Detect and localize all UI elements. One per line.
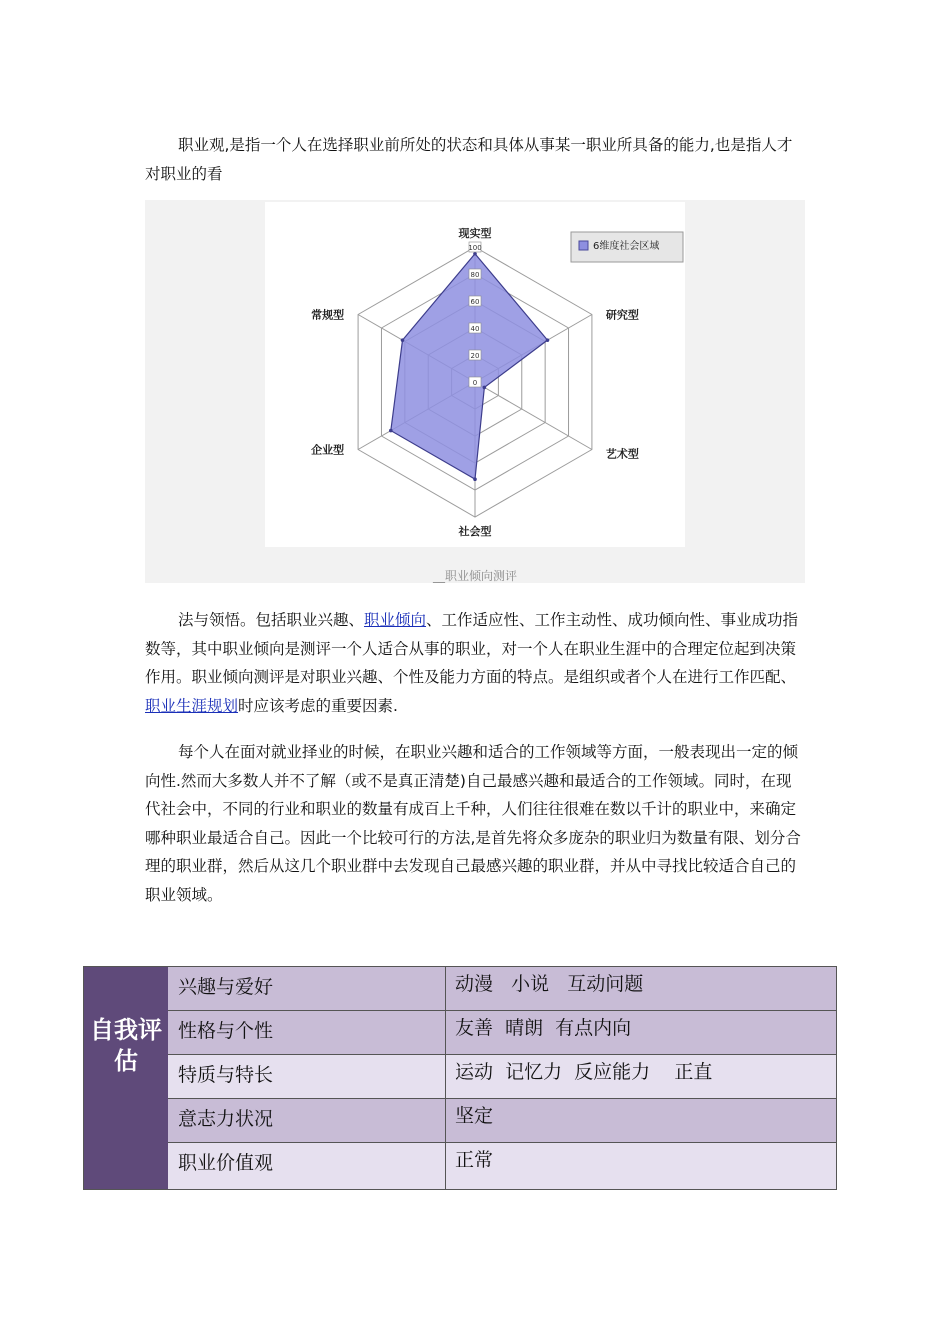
axis-label: 企业型 xyxy=(311,443,345,457)
axis-label: 现实型 xyxy=(458,227,492,240)
axis-label: 研究型 xyxy=(605,308,639,322)
tick-label: 20 xyxy=(470,352,480,360)
data-point xyxy=(473,252,477,256)
axis-label: 社会型 xyxy=(458,525,492,538)
caption-text: 职业倾向测评 xyxy=(444,569,517,583)
chart-legend xyxy=(571,232,683,262)
table-row xyxy=(168,1143,836,1189)
para2-text-3: 时应该考虑的重要因素. xyxy=(238,696,398,715)
tick-label: 100 xyxy=(468,244,482,252)
legend-label: 6维度社会区域 xyxy=(593,241,660,252)
row-label: 职业价值观 xyxy=(168,1143,446,1189)
tick-label: 60 xyxy=(470,298,480,306)
self-evaluation-title: 自我评估 xyxy=(90,1016,162,1075)
radar-chart xyxy=(265,202,685,547)
row-label: 意志力状况 xyxy=(168,1099,446,1142)
data-point xyxy=(483,386,487,390)
data-point xyxy=(401,338,405,342)
axis-label: 艺术型 xyxy=(605,447,639,461)
legend-swatch xyxy=(579,241,588,250)
row-label: 兴趣与爱好 xyxy=(168,967,446,1010)
row-label: 性格与个性 xyxy=(168,1011,446,1054)
data-point xyxy=(546,338,550,342)
table-row xyxy=(168,967,836,1011)
figure xyxy=(145,200,805,583)
tick-label: 40 xyxy=(470,325,480,333)
series-area xyxy=(391,254,548,479)
row-value: 运动 记忆力 反应能力 正直 xyxy=(455,1061,713,1083)
self-evaluation-table xyxy=(83,966,837,1190)
intro-paragraph: 职业观,是指一个人在选择职业前所处的状态和具体从事某一职业所具备的能力,也是指人才对职业的看 xyxy=(145,136,793,183)
self-evaluation-side xyxy=(84,967,168,1189)
row-value: 坚定 xyxy=(455,1105,494,1127)
row-value: 友善 晴朗 有点内向 xyxy=(455,1017,632,1039)
tick-label: 80 xyxy=(470,271,480,279)
tick-label: 0 xyxy=(472,379,478,387)
row-value: 动漫 小说 互动问题 xyxy=(455,973,644,995)
link-career-planning[interactable]: 职业生涯规划 xyxy=(145,696,239,715)
row-label: 特质与特长 xyxy=(168,1055,446,1098)
paragraph-employment: 每个人在面对就业择业的时候，在职业兴趣和适合的工作领域等方面，一般表现出一定的倾向性.然而大多数人并不了解（或不是真正清楚)自己最感兴趣和最适合的工作领域。同时，在现代社会中，不同的行业和职业的数量有成百上千种，人们往往很难在数以千计的职业中，来确定哪种职业最适合自己。因此一个比较可行的方法,是首先将众多庞杂的职业归为数量有限、划分合理的职业群，然后从这几个职业群中去发现自己最感兴趣的职业群，并从中寻找比较适合自己的职业领域。 xyxy=(145,743,801,904)
axis-label: 常规型 xyxy=(311,308,345,322)
data-point xyxy=(389,429,393,433)
row-value: 正常 xyxy=(455,1149,494,1171)
link-career-orientation[interactable]: 职业倾向 xyxy=(364,611,427,629)
data-point xyxy=(473,477,477,481)
figure-caption xyxy=(145,567,805,584)
table-row xyxy=(168,1055,836,1099)
grid-spoke xyxy=(475,382,592,450)
paragraph-career-orientation xyxy=(145,606,805,720)
para2-text-2: 、工作适应性、工作主动性、成功倾向性、事业成功指数等，其中职业倾向是测评一个人适合从事的职业，对一个人在职业生涯中的合理定位起到决策作用。职业倾向测评是对职业兴趣、个性及能力方面的特点。是组织或者个人在进行工作匹配、 xyxy=(145,611,799,686)
para2-text-1: 法与领悟。包括职业兴趣、 xyxy=(178,611,365,629)
table-row xyxy=(168,1099,836,1143)
table-row xyxy=(168,1011,836,1055)
caption-link[interactable]: __ xyxy=(432,569,445,583)
